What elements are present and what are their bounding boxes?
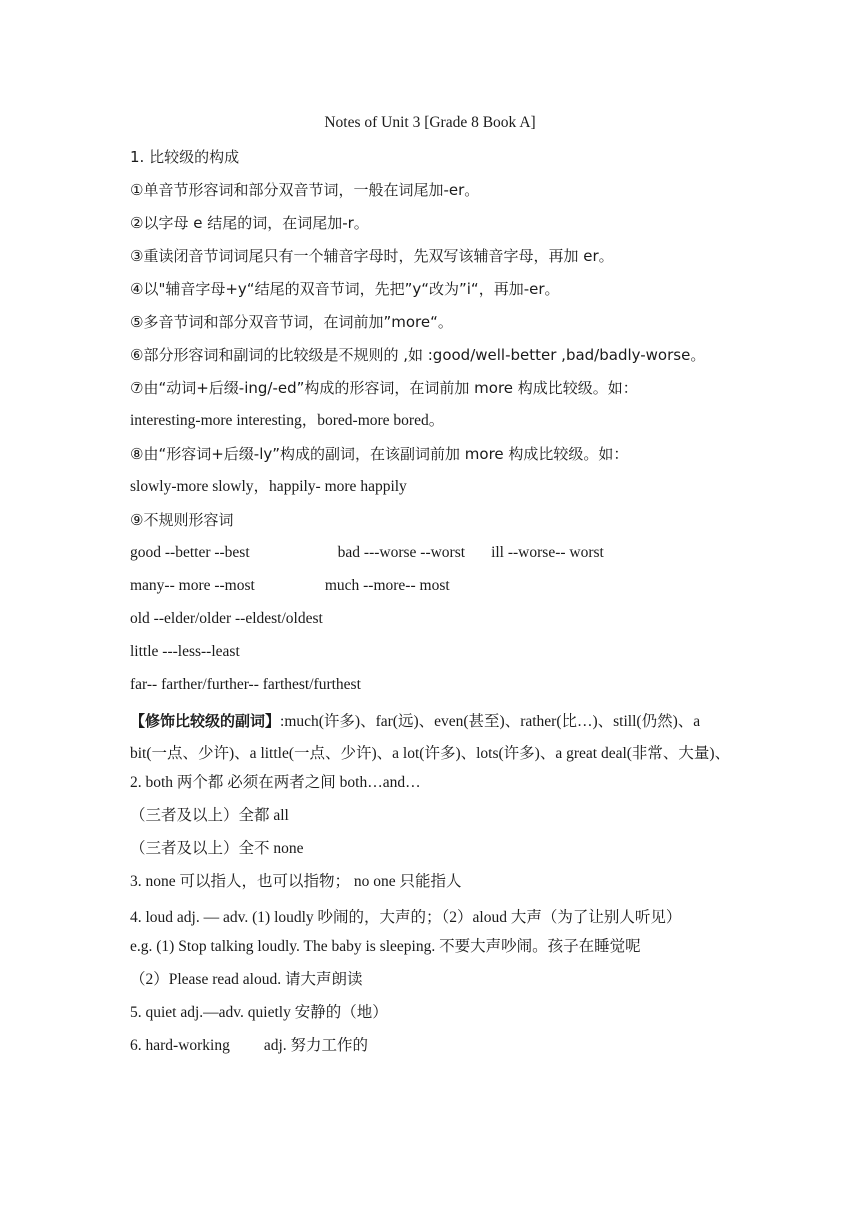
irregular-row-2 [130, 573, 735, 606]
irregular-ill: ill --worse-- worst [491, 544, 604, 561]
rule-2: ②以字母 e 结尾的词，在词尾加-r。 [130, 214, 369, 232]
rule-8: ⑧由“形容词+后缀-ly”构成的副词，在该副词前加 more 构成比较级。如： [130, 445, 629, 463]
point-5-quiet: 5. quiet adj.—adv. quietly 安静的（地） [130, 1004, 388, 1021]
hard-working-definition: adj. 努力工作的 [263, 1037, 369, 1054]
modifier-adverbs-heading: 【修饰比较级的副词】 [130, 712, 281, 730]
rule-4: ④以"辅音字母+y“结尾的双音节词，先把”y“改为”i“，再加-er。 [130, 280, 560, 298]
point-3-none-noone: 3. none 可以指人，也可以指物； no one 只能指人 [130, 873, 462, 890]
rule-3: ③重读闭音节词词尾只有一个辅音字母时，先双写该辅音字母，再加 er。 [130, 247, 614, 265]
section-heading-comparative: 1. 比较级的构成 [130, 148, 240, 166]
point-4-loud: 4. loud adj. — adv. (1) loudly 吵闹的，大声的；（2）aloud 大声（为了让别人听见） [130, 909, 682, 926]
irregular-old: old --elder/older --eldest/oldest [130, 610, 323, 627]
notes-body [130, 144, 735, 1066]
point-2-none: （三者及以上）全不 none [130, 840, 304, 857]
modifier-adverbs-list: :much(许多)、far(远)、even(甚至)、rather(比…)、still(仍然)、a bit(一点、少许)、a little(一点、少许)、a lot(许多)、lots(许多)、a great deal(非常、大量)、 [130, 713, 731, 762]
irregular-good: good --better --best [130, 544, 250, 561]
hard-working-term: 6. hard-working [130, 1037, 230, 1054]
point-6-hard-working [130, 1033, 735, 1066]
rule-5: ⑤多音节词和部分双音节词，在词前加”more“。 [130, 313, 453, 331]
page-title: Notes of Unit 3 [Grade 8 Book A] [324, 114, 536, 131]
rule-6: ⑥部分形容词和副词的比较级是不规则的 ,如 :good/well-better ,bad/badly-worse。 [130, 346, 706, 364]
point-2-both: 2. both 两个都 必须在两者之间 both…and… [130, 774, 421, 791]
modifier-adverbs [130, 705, 735, 770]
irregular-bad: bad ---worse --worst [337, 544, 466, 561]
point-4-example-1: e.g. (1) Stop talking loudly. The baby is sleeping. 不要大声吵闹。孩子在睡觉呢 [130, 938, 641, 955]
irregular-far: far-- farther/further-- farthest/furthest [130, 676, 361, 693]
rule-9-irregular: ⑨不规则形容词 [130, 511, 234, 529]
rule-8-example: slowly-more slowly，happily- more happily [130, 478, 407, 495]
point-2-all: （三者及以上）全都 all [130, 807, 289, 824]
irregular-little: little ---less--least [130, 643, 240, 660]
rule-1: ①单音节形容词和部分双音节词，一般在词尾加-er。 [130, 181, 480, 199]
rule-7-example: interesting-more interesting，bored-more bored。 [130, 412, 445, 429]
irregular-much: much --more-- most [324, 577, 450, 594]
irregular-many: many-- more --most [130, 577, 255, 594]
rule-7: ⑦由“动词+后缀-ing/-ed”构成的形容词，在词前加 more 构成比较级。如： [130, 379, 638, 397]
irregular-row-1 [130, 540, 735, 573]
point-4-example-2: （2）Please read aloud. 请大声朗读 [130, 971, 363, 988]
